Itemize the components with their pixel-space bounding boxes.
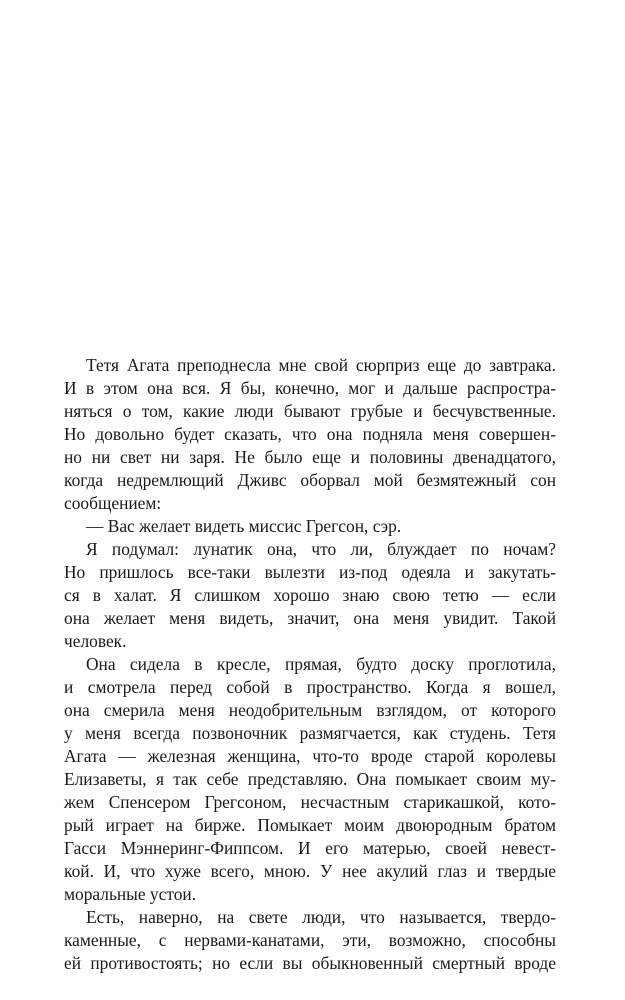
text-line: моральные устои.: [64, 884, 197, 904]
text-line: Тетя Агата преподнесла мне свой сюрприз еще до завтрака.: [86, 355, 556, 375]
text-line: Я подумал: лунатик она, что ли, блуждает по ночам?: [86, 539, 556, 559]
text-line: она желает меня видеть, значит, она меня увидит. Такой: [64, 608, 556, 628]
text-line: когда недремлющий Дживс оборвал мой безмятежный сон: [64, 470, 556, 490]
text-line: Агата — железная женщина, что-то вроде старой королевы: [64, 746, 556, 766]
text-line: Гасси Мэннеринг-Фиппсом. И его матерью, своей невест-: [64, 838, 556, 858]
text-line: И в этом она вся. Я бы, конечно, мог и дальше распростра-: [64, 378, 556, 398]
text-line: рый играет на бирже. Помыкает моим двоюродным братом: [64, 815, 556, 835]
text-line: Она сидела в кресле, прямая, будто доску проглотила,: [86, 654, 556, 674]
text-line: жем Спенсером Грегсоном, несчастным старикашкой, кото-: [64, 792, 556, 812]
text-line: няться о том, какие люди бывают грубые и бесчувственные.: [64, 401, 556, 421]
text-line: но ни свет ни заря. Не было еще и половины двенадцатого,: [64, 447, 556, 467]
text-line: и смотрела перед собой в пространство. Когда я вошел,: [64, 677, 556, 697]
text-line: Но пришлось все-таки вылезти из-под одеяла и закутать-: [64, 562, 556, 582]
text-line: ся в халат. Я слишком хорошо знаю свою тетю — если: [64, 585, 556, 605]
text-line: человек.: [64, 631, 127, 651]
text-line: Но довольно будет сказать, что она подняла меня совершен-: [64, 424, 556, 444]
text-line: каменные, с нервами-канатами, эти, возможно, способны: [64, 930, 556, 950]
text-line: Есть, наверно, на свете люди, что называется, твердо-: [86, 907, 556, 927]
text-line: у меня всегда позвоночник размягчается, как студень. Тетя: [64, 723, 556, 743]
text-line: кой. И, что хуже всего, мною. У нее акулий глаз и твердые: [64, 861, 556, 881]
text-line: она смерила меня неодобрительным взглядом, от которого: [64, 700, 556, 720]
text-line: — Вас желает видеть миссис Грегсон, сэр.: [86, 516, 402, 536]
text-line: Елизаветы, я так себе представляю. Она помыкает своим му-: [64, 769, 556, 789]
text-line: сообщением:: [64, 493, 162, 513]
text-line: ей противостоять; но если вы обыкновенный смертный вроде: [64, 953, 556, 973]
body-text: [64, 354, 556, 975]
